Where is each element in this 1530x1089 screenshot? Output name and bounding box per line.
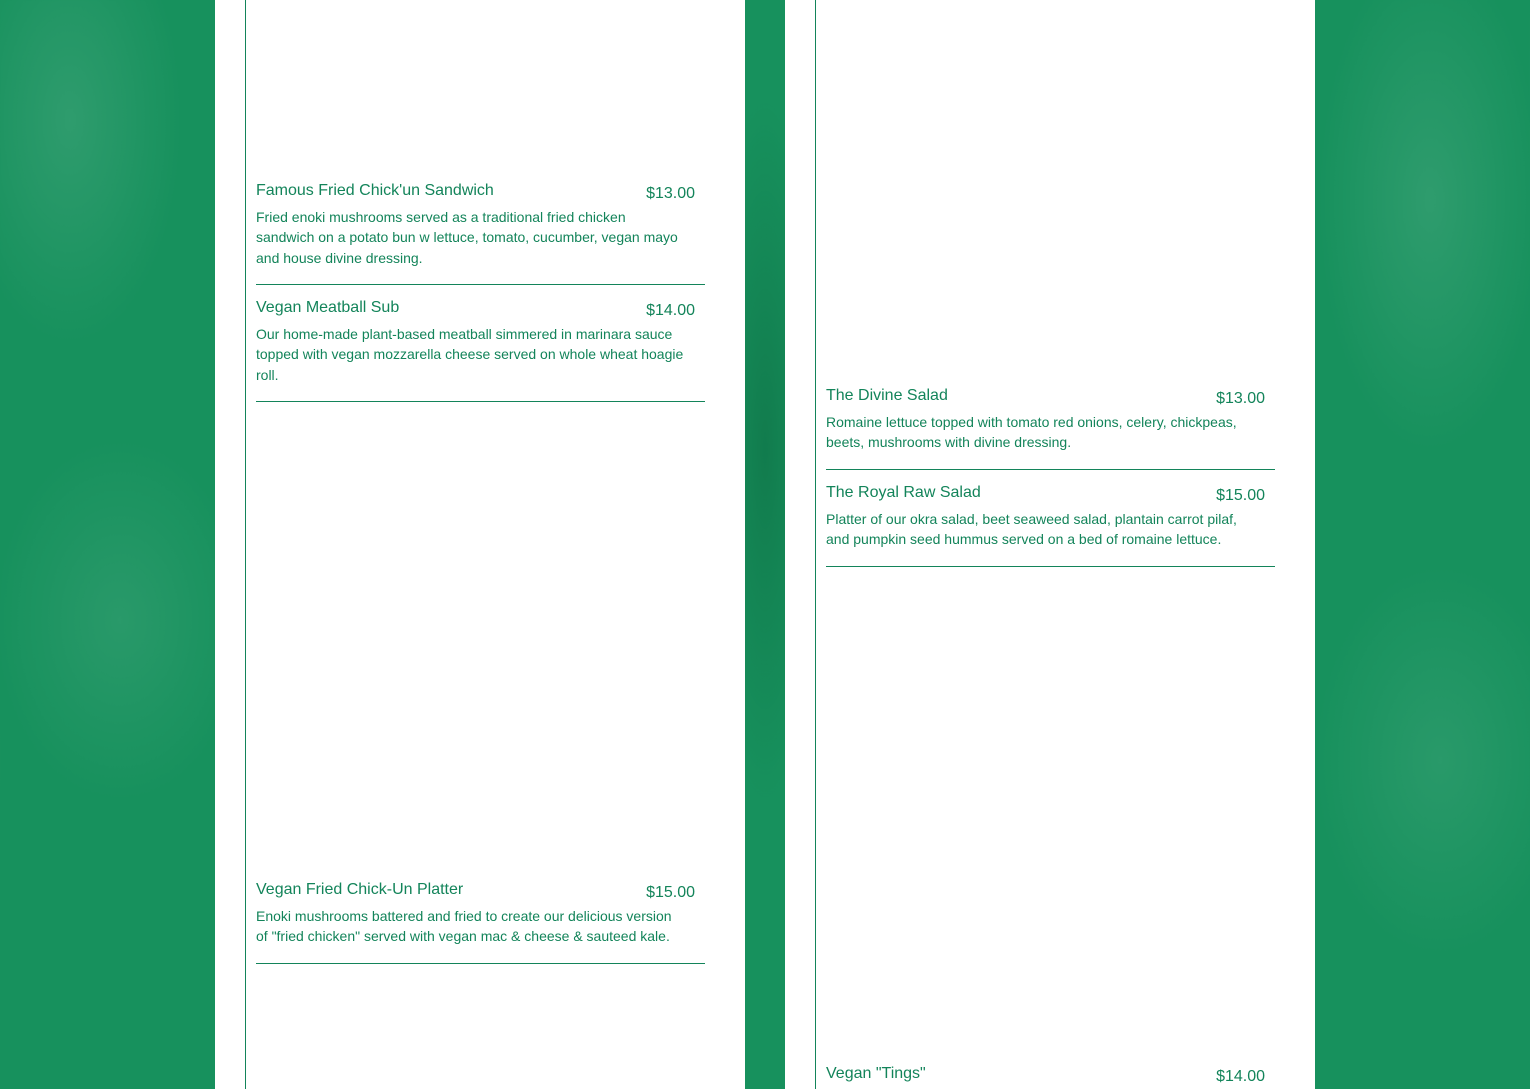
menu-item-fried-chickun-sandwich [256, 181, 705, 285]
menu-item-divider [256, 284, 705, 285]
menu-item-description: Our home-made plant-based meatball simmered in marinara sauce topped with vegan mozzarella cheese served on whole wheat hoagie roll. [256, 326, 684, 383]
menu-item-name: The Royal Raw Salad [826, 484, 981, 501]
menu-item-description: Romaine lettuce topped with tomato red onions, celery, chickpeas, beets, mushrooms with divine dressing. [826, 414, 1237, 451]
menu-panel-left [215, 0, 745, 1089]
menu-item-header [256, 181, 705, 207]
panel-left-border [245, 0, 246, 1089]
menu-item-price: $13.00 [646, 185, 695, 202]
menu-item-price: $15.00 [646, 884, 695, 901]
menu-item-vegan-tings [826, 1064, 1275, 1089]
menu-item-divider [826, 566, 1275, 567]
menu-item-fried-chickun-platter [256, 880, 705, 964]
menu-item-name: Famous Fried Chick'un Sandwich [256, 182, 494, 199]
menu-panel-right [785, 0, 1315, 1089]
menu-item-divider [826, 469, 1275, 470]
menu-item-description: Fried enoki mushrooms served as a traditional fried chicken sandwich on a potato bun w lettuce, tomato, cucumber, vegan mayo and house divine dressing. [256, 209, 678, 266]
panel-right-border [815, 0, 816, 1089]
menu-item-vegan-meatball-sub [256, 298, 705, 402]
menu-item-price: $13.00 [1216, 390, 1265, 407]
menu-item-header [826, 386, 1275, 412]
menu-item-header [826, 1064, 1275, 1089]
menu-item-divine-salad [826, 386, 1275, 470]
menu-item-price: $14.00 [646, 302, 695, 319]
menu-item-header [256, 880, 705, 906]
menu-item-divider [256, 963, 705, 964]
menu-item-name: Vegan Fried Chick-Un Platter [256, 881, 464, 898]
menu-item-name: Vegan Meatball Sub [256, 299, 400, 316]
menu-item-description: Enoki mushrooms battered and fried to create our delicious version of "fried chicken" served with vegan mac & cheese & sauteed kale. [256, 908, 672, 945]
menu-item-name: The Divine Salad [826, 387, 948, 404]
menu-item-price: $14.00 [1216, 1068, 1265, 1085]
menu-item-name: Vegan "Tings" [826, 1065, 926, 1082]
menu-item-header [826, 483, 1275, 509]
menu-item-divider [256, 401, 705, 402]
menu-item-price: $15.00 [1216, 487, 1265, 504]
menu-item-royal-raw-salad [826, 483, 1275, 567]
menu-item-description: Platter of our okra salad, beet seaweed salad, plantain carrot pilaf, and pumpkin seed hummus served on a bed of romaine lettuce. [826, 511, 1237, 548]
menu-item-header [256, 298, 705, 324]
